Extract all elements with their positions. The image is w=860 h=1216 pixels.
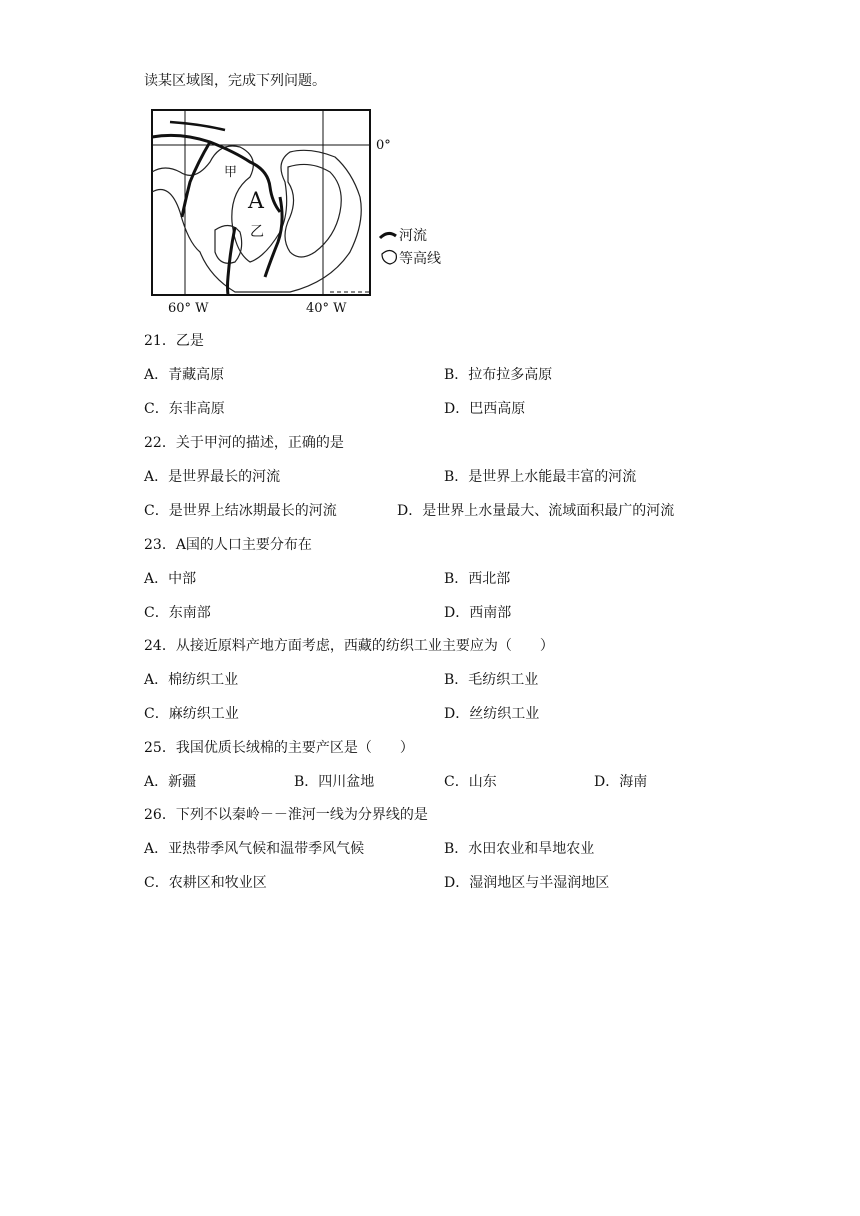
option: B．拉布拉多高原 xyxy=(444,367,553,383)
option: A．中部 xyxy=(144,571,197,587)
option: A．青藏高原 xyxy=(144,367,225,383)
option: B．四川盆地 xyxy=(294,774,375,790)
label-lon-60w: 60° W xyxy=(168,301,209,316)
option: B．西北部 xyxy=(444,571,511,587)
river-jia-tributary xyxy=(182,142,210,217)
option: C．东非高原 xyxy=(144,401,225,417)
question-stem: 24．从接近原料产地方面考虑，西藏的纺织工业主要应为（ ） xyxy=(144,638,554,654)
option: B．水田农业和旱地农业 xyxy=(444,841,595,857)
option: A．是世界最长的河流 xyxy=(144,469,281,485)
inner-contour-2 xyxy=(215,225,242,263)
option: A．新疆 xyxy=(144,774,197,790)
option: A．亚热带季风气候和温带季风气候 xyxy=(144,841,365,857)
option: A．棉纺织工业 xyxy=(144,672,239,688)
question-stem: 21．乙是 xyxy=(144,333,204,349)
river-legend-icon xyxy=(380,233,396,238)
option: D．湿润地区与半湿润地区 xyxy=(444,875,610,891)
label-yi: 乙 xyxy=(250,224,264,240)
option: D．西南部 xyxy=(444,605,512,621)
question-stem: 25．我国优质长绒棉的主要产区是（ ） xyxy=(144,740,414,756)
label-lon-40w: 40° W xyxy=(306,301,347,316)
question-stem: 23．A国的人口主要分布在 xyxy=(144,537,312,553)
question-stem: 22．关于甲河的描述，正确的是 xyxy=(144,435,344,451)
option: D．丝纺织工业 xyxy=(444,706,540,722)
option: B．毛纺织工业 xyxy=(444,672,539,688)
option: C．东南部 xyxy=(144,605,211,621)
inner-contour xyxy=(285,164,341,257)
intro-text: 读某区域图，完成下列问题。 xyxy=(144,73,326,89)
option: D．巴西高原 xyxy=(444,401,526,417)
legend-river-label: 河流 xyxy=(399,228,427,244)
label-latitude: 0° xyxy=(376,138,391,153)
label-A: A xyxy=(248,189,264,214)
option: C．是世界上结冰期最长的河流 xyxy=(144,503,337,519)
option: D．海南 xyxy=(594,774,648,790)
river-north xyxy=(170,122,225,130)
option: B．是世界上水能最丰富的河流 xyxy=(444,469,637,485)
legend-contour-label: 等高线 xyxy=(399,251,441,267)
option: C．农耕区和牧业区 xyxy=(144,875,267,891)
option: C．山东 xyxy=(444,774,497,790)
label-jia: 甲 xyxy=(224,165,238,180)
river-west xyxy=(228,227,236,295)
region-map xyxy=(140,102,460,317)
option: C．麻纺织工业 xyxy=(144,706,239,722)
question-stem: 26．下列不以秦岭－－淮河一线为分界线的是 xyxy=(144,807,428,823)
contour-legend-icon xyxy=(382,251,396,265)
outer-contour xyxy=(152,146,361,292)
option: D．是世界上水量最大、流域面积最广的河流 xyxy=(397,503,675,519)
